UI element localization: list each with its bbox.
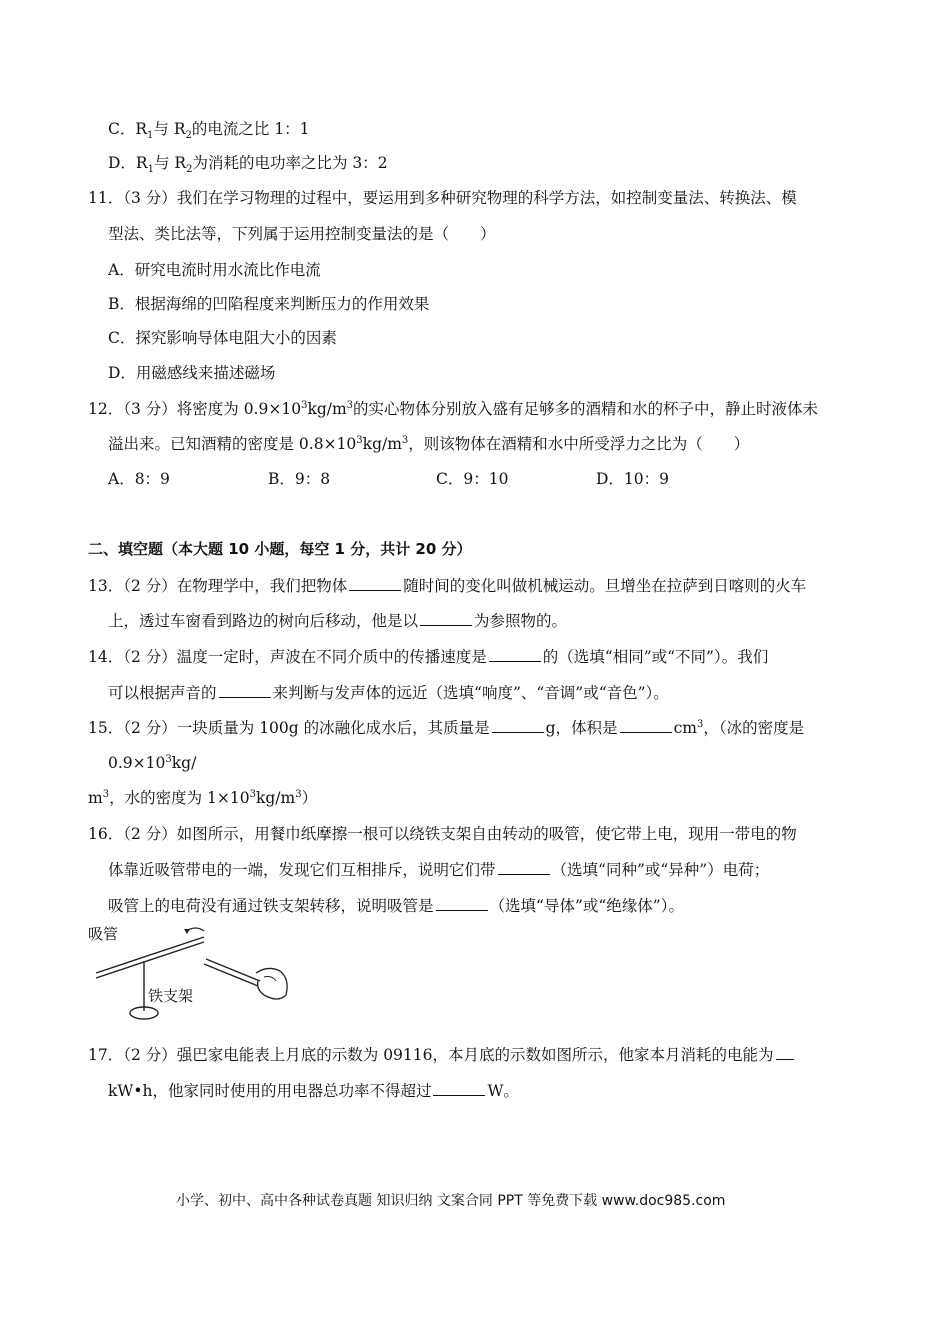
superscript: 3 (356, 434, 363, 446)
option-text: 与 R (153, 120, 186, 138)
stem-text: 体靠近吸管带电的一端，发现它们互相排斥，说明它们带 (108, 861, 496, 879)
q13-stem-line1 (88, 574, 806, 597)
q12-option-d: D．10：9 (596, 470, 670, 488)
q15-stem-line3 (88, 787, 317, 809)
q12-stem-line1 (88, 398, 818, 420)
option-text: D．R (108, 154, 148, 172)
superscript: 3 (165, 753, 172, 765)
q11-stem-line2: 型法、类比法等，下列属于运用控制变量法的是（ ） (108, 225, 496, 243)
answer-blank[interactable] (420, 609, 472, 626)
q16-stem-line2 (108, 858, 769, 881)
answer-blank[interactable] (492, 716, 544, 733)
stem-text: W。 (487, 1082, 519, 1100)
q16-stem-line3 (108, 894, 684, 917)
q11-stem-line1: 11．（3 分）我们在学习物理的过程中，要运用到多种研究物理的科学方法，如控制变量法、转换法、模 (88, 189, 797, 207)
stem-text: 溢出来。已知酒精的密度是 0.8×10 (108, 435, 357, 453)
straw-stand-figure (88, 925, 308, 1025)
stem-text: 14．（2 分）温度一定时，声波在不同介质中的传播速度是 (88, 648, 487, 666)
subscript: 2 (186, 164, 193, 176)
stem-text: 吸管上的电荷没有通过铁支架转移，说明吸管是 (108, 897, 434, 915)
q14-stem-line1 (88, 645, 768, 668)
stem-text: kW•h，他家同时使用的用电器总功率不得超过 (108, 1082, 432, 1100)
stem-text: 17．（2 分）强巴家电能表上月底的示数为 09116，本月底的示数如图所示，他家本月消耗的电能为 (88, 1046, 774, 1064)
stem-text: ，则该物体在酒精和水中所受浮力之比为（ ） (408, 435, 750, 453)
q10-option-d (108, 152, 388, 174)
q12-option-b: B．9：8 (268, 470, 331, 488)
superscript: 3 (295, 788, 302, 800)
q16-stem-line1: 16．（2 分）如图所示，用餐巾纸摩擦一根可以绕铁支架自由转动的吸管，使它带上电，现用一带电的物 (88, 825, 797, 843)
stem-text: 可以根据声音的 (108, 684, 217, 702)
superscript: 3 (249, 788, 256, 800)
stand-label: 铁支架 (148, 987, 194, 1005)
stem-text: 13．（2 分）在物理学中，我们把物体 (88, 577, 348, 595)
stem-text: ，（冰的密度是 (703, 719, 805, 737)
subscript: 1 (147, 164, 154, 176)
q12-stem-line2 (108, 433, 749, 455)
q11-option-c: C．探究影响导体电阻大小的因素 (108, 329, 337, 347)
stem-text: 15．（2 分）一块质量为 100g 的冰融化成水后，其质量是 (88, 719, 490, 737)
stem-text: 上，透过车窗看到路边的树向后移动，他是以 (108, 612, 419, 630)
stem-text: kg/ (171, 754, 197, 772)
q15-stem-line1 (88, 716, 804, 739)
stem-text: 随时间的变化叫做机械运动。旦增坐在拉萨到日喀则的火车 (403, 577, 807, 595)
superscript: 3 (346, 399, 354, 411)
subscript: 2 (185, 130, 192, 142)
stem-text: ，水的密度为 1×10 (109, 789, 250, 807)
option-text: C．R (108, 120, 148, 138)
superscript: 3 (401, 434, 409, 446)
straw-stand-diagram (88, 925, 308, 1025)
stem-text: （选填“同种”或“异种”）电荷； (551, 861, 770, 879)
answer-blank[interactable] (219, 681, 271, 698)
stem-text: kg/m (255, 789, 296, 807)
q11-option-b: B．根据海绵的凹陷程度来判断压力的作用效果 (108, 295, 430, 313)
q17-stem-line2 (108, 1079, 519, 1102)
answer-blank[interactable] (433, 1079, 485, 1096)
page-footer: 小学、初中、高中各种试卷真题 知识归纳 文案合同 PPT 等免费下载 www.doc985.com (176, 1193, 726, 1209)
q17-stem-line1 (88, 1043, 796, 1066)
option-text: 为消耗的电功率之比为 3：2 (192, 154, 388, 172)
stem-text: 0.9×10 (108, 754, 166, 772)
q11-option-d: D．用磁感线来描述磁场 (108, 364, 276, 382)
q13-stem-line2 (108, 609, 567, 632)
q10-option-c (108, 118, 310, 140)
answer-blank[interactable] (498, 858, 550, 875)
stem-text: cm (673, 719, 697, 737)
answer-blank[interactable] (620, 716, 672, 733)
stem-text: 为参照物的。 (474, 612, 568, 630)
stem-text: g，体积是 (545, 719, 618, 737)
superscript: 3 (301, 399, 308, 411)
superscript: 3 (102, 788, 110, 800)
answer-blank[interactable] (776, 1043, 794, 1060)
stem-text: m (88, 789, 103, 807)
stem-text: 的（选填“相同”或“不同”）。我们 (542, 648, 769, 666)
subscript: 1 (147, 130, 154, 142)
q12-option-c: C．9：10 (436, 470, 509, 488)
superscript: 3 (696, 718, 704, 730)
section-heading: 二、填空题（本大题 10 小题，每空 1 分，共计 20 分） (88, 540, 472, 558)
q15-stem-line2 (108, 752, 196, 774)
stem-text: 的实心物体分别放入盛有足够多的酒精和水的杯子中，静止时液体未 (353, 400, 819, 418)
option-text: 的电流之比 1：1 (191, 120, 310, 138)
q11-option-a: A．研究电流时用水流比作电流 (108, 261, 321, 279)
stem-text: 来判断与发声体的远近（选填“响度”、“音调”或“音色”）。 (272, 684, 669, 702)
stem-text: 12．（3 分）将密度为 0.9×10 (88, 400, 302, 418)
answer-blank[interactable] (489, 645, 541, 662)
stem-text: kg/m (307, 400, 347, 418)
stem-text: （选填“导体”或“绝缘体”）。 (489, 897, 684, 915)
stem-text: ） (301, 789, 318, 807)
option-text: 与 R (153, 154, 187, 172)
stem-text: kg/m (362, 435, 402, 453)
q14-stem-line2 (108, 681, 669, 704)
straw-label: 吸管 (88, 925, 119, 943)
q12-option-a: A．8：9 (108, 470, 170, 488)
answer-blank[interactable] (349, 574, 401, 591)
answer-blank[interactable] (436, 894, 488, 911)
